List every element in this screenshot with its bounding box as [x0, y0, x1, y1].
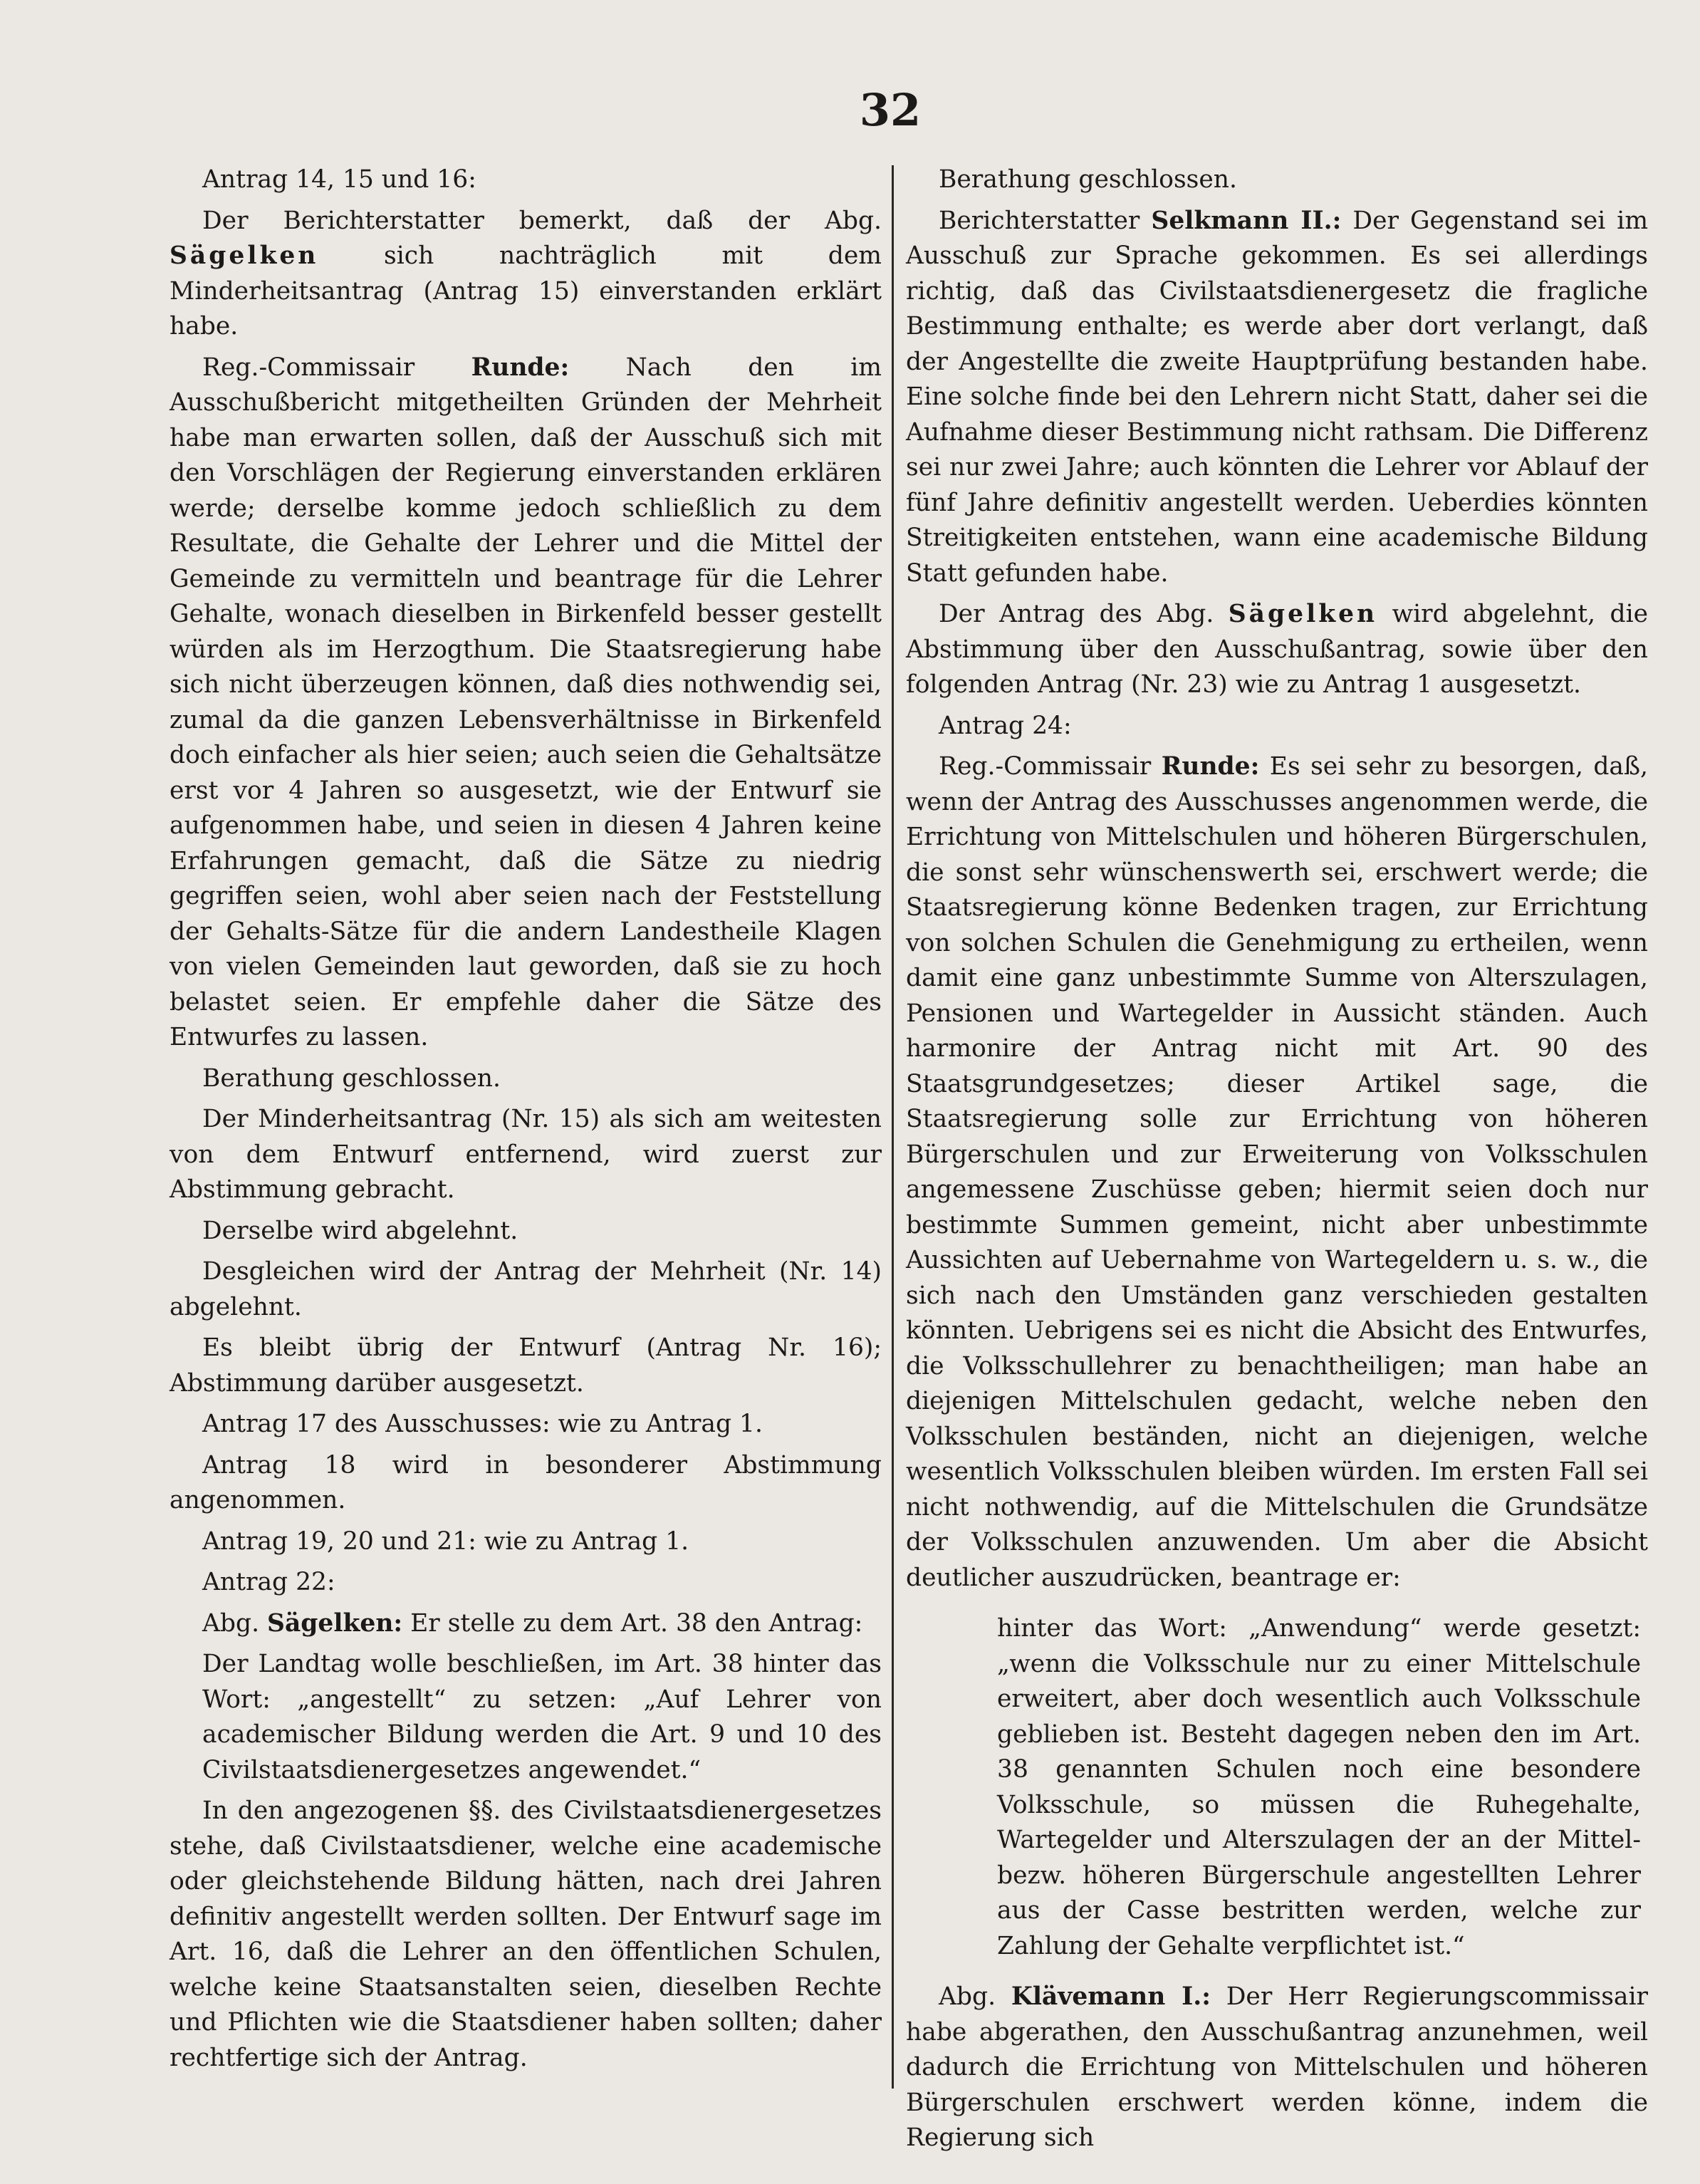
paragraph: Reg.-Commissair Runde: Nach den im Ausschußbericht mitgetheilten Gründen der Mehrheit habe man erwarten sollen, daß der Ausschuß sich mit den Vorschlägen der Regierung einverstanden erklären werde; derselbe komme jedoch schließlich zu dem Resultate, die Gehalte der Lehrer und die Mittel der Gemeinde zu vermitteln und beantrage für die Lehrer Gehalte, wonach dieselben in Birkenfeld besser gestellt würden als im Herzogthum. Die Staatsregierung habe sich nicht überzeugen können, daß dies nothwendig sei, zumal da die ganzen Lebensverhältnisse in Birkenfeld doch einfacher als hier seien; auch seien die Gehaltsätze erst vor 4 Jahren so ausgesetzt, wie der Entwurf sie aufgenommen habe, und seien in diesen 4 Jahren keine Erfahrungen gemacht, daß die Sätze zu niedrig gegriffen seien, wohl aber seien nach der Feststellung der Gehalts-Sätze für die andern Landestheile Klagen von vielen Gemeinden laut geworden, daß sie zu hoch belastet seien. Er empfehle daher die Sätze des Entwurfes zu lassen.	[170, 353, 882, 1051]
paragraph: Der Minderheitsantrag (Nr. 15) als sich am weitesten von dem Entwurf entfernend, wird zuerst zur Abstimmung gebracht.	[170, 1105, 882, 1204]
paragraph: In den angezogenen §§. des Civilstaatsdienergesetzes stehe, daß Civilstaatsdiener, welche eine academische oder gleichstehende Bildung hätten, nach drei Jahren definitiv angestellt werden sollten. Der Entwurf sage im Art. 16, daß die Lehrer an den öffentlichen Schulen, welche keine Staatsanstalten seien, dieselben Rechte und Pflichten wie die Staatsdiener haben sollten; daher rechtfertige sich der Antrag.	[170, 1796, 882, 2072]
paragraph: Antrag 19, 20 und 21: wie zu Antrag 1.	[202, 1527, 689, 1556]
column-divider	[892, 165, 894, 2089]
paragraph: Abg. Klävemann I.: Der Herr Regierungscommissair habe abgerathen, den Ausschußantrag anzunehmen, weil dadurch die Errichtung von Mittelschulen und höheren Bürgerschulen erschwert werden könne, indem die Regierung sich	[906, 1982, 1649, 2152]
paragraph: Es bleibt übrig der Entwurf (Antrag Nr. 16); Abstimmung darüber ausgesetzt.	[170, 1333, 882, 1398]
paragraph: Antrag 17 des Ausschusses: wie zu Antrag 1.	[202, 1410, 763, 1438]
paragraph: Derselbe wird abgelehnt.	[202, 1216, 518, 1245]
paragraph: Reg.-Commissair Runde: Es sei sehr zu besorgen, daß, wenn der Antrag des Ausschusses angenommen werde, die Errichtung von Mittelschulen und höheren Bürgerschulen, die sonst sehr wünschenswerth sei, erschwert werde; die Staatsregierung könne Bedenken tragen, zur Errichtung von solchen Schulen die Genehmigung zu ertheilen, wenn damit eine ganz unbestimmte Summe von Alterszulagen, Pensionen und Wartegelder in Aussicht ständen. Auch harmonire der Antrag nicht mit Art. 90 des Staatsgrundgesetzes; dieser Artikel sage, die Staatsregierung solle zur Errichtung von höheren Bürgerschulen und zur Erweiterung von Volksschulen angemessene Zuschüsse geben; hiermit seien doch nur bestimmte Summen gemeint, nicht aber unbestimmte Aussichten auf Uebernahme von Wartegeldern u. s. w., die sich nach den Umständen ganz verschieden gestalten könnten. Uebrigens sei es nicht die Absicht des Entwurfes, die Volksschullehrer zu benachtheiligen; man habe an diejenigen Mittelschulen gedacht, welche neben den Volksschulen beständen, nicht an diejenigen, welche wesentlich Volksschulen bleiben würden. Im ersten Fall sei nicht nothwendig, auf die Mittelschulen die Grundsätze der Volksschulen anzuwenden. Um aber die Absicht deutlicher auszudrücken, beantrage er:	[906, 752, 1649, 1592]
paragraph: Desgleichen wird der Antrag der Mehrheit (Nr. 14) abgelehnt.	[170, 1257, 882, 1321]
paragraph: Antrag 24:	[939, 711, 1072, 740]
paragraph: Abg. Sägelken: Er stelle zu dem Art. 38 den Antrag:	[202, 1608, 863, 1638]
quoted-motion: Der Landtag wolle beschließen, im Art. 38 hinter das Wort: „angestellt“ zu setzen: „Auf Lehrer von academischer Bildung werden die Art. 9 und 10 des Civilstaatsdienergesetzes angewendet.“	[202, 1650, 882, 1784]
speaker-name: Selkmann II.:	[1151, 206, 1342, 235]
paragraph: Berathung geschlossen.	[202, 1064, 501, 1093]
paragraph: Berichterstatter Selkmann II.: Der Gegenstand sei im Ausschuß zur Sprache gekommen. Es sei allerdings richtig, daß das Civilstaatsdienergesetz die fragliche Bestimmung enthalte; es werde aber dort verlangt, daß der Angestellte die zweite Hauptprüfung bestanden habe. Eine solche finde bei den Lehrern nicht Statt, daher sei die Aufnahme dieser Bestimmung nicht rathsam. Die Differenz sei nur zwei Jahre; auch könnten die Lehrer vor Ablauf der fünf Jahre definitiv angestellt werden. Ueberdies könnten Streitigkeiten entstehen, wann eine academische Bildung Statt gefunden habe.	[906, 206, 1649, 588]
page-number: 32	[859, 84, 922, 136]
speaker-name: Sägelken	[1228, 600, 1378, 628]
paragraph: Der Antrag des Abg. Sägelken wird abgelehnt, die Abstimmung über den Ausschußantrag, sowie über den folgenden Antrag (Nr. 23) wie zu Antrag 1 ausgesetzt.	[906, 600, 1649, 699]
speaker-name: Sägelken:	[267, 1608, 403, 1638]
paragraph: Antrag 18 wird in besonderer Abstimmung angenommen.	[170, 1450, 882, 1514]
paragraph: Antrag 14, 15 und 16:	[202, 165, 476, 194]
quoted-motion: hinter das Wort: „Anwendung“ werde gesetzt: „wenn die Volksschule nur zu einer Mittelschule erweitert, aber doch wesentlich auch Volksschule geblieben ist. Besteht dagegen neben den im Art. 38 genannten Schulen noch eine besondere Volksschule, so müssen die Ruhegehalte, Wartegelder und Alterszulagen der an der Mittel- bezw. höheren Bürgerschule angestellten Lehrer aus der Casse bestritten werden, welche zur Zahlung der Gehalte verpflichtet ist.“	[997, 1614, 1641, 1960]
speaker-name: Runde:	[471, 353, 570, 382]
paragraph: Antrag 22:	[202, 1568, 335, 1596]
speaker-name: Runde:	[1161, 752, 1260, 781]
speaker-name: Klävemann I.:	[1011, 1982, 1211, 2011]
paragraph: Der Berichterstatter bemerkt, daß der Abg. Sägelken sich nachträglich mit dem Minderheitsantrag (Antrag 15) einverstanden erklärt habe.	[170, 206, 882, 340]
right-column	[906, 162, 1648, 2162]
paragraph: Berathung geschlossen.	[939, 165, 1237, 194]
left-column	[170, 162, 882, 2081]
speaker-name: Sägelken	[170, 241, 319, 270]
